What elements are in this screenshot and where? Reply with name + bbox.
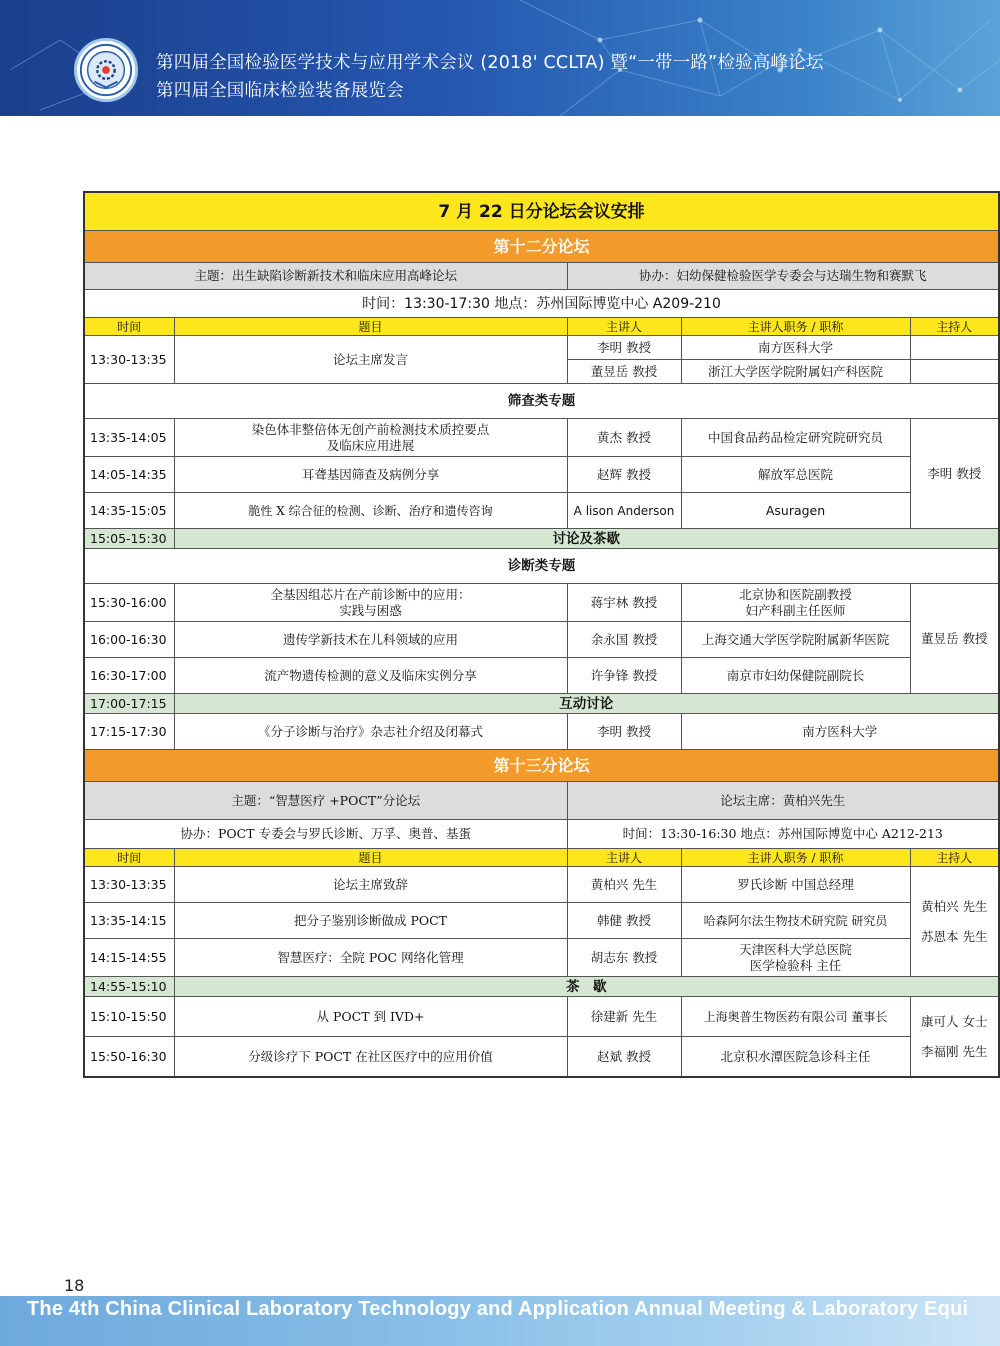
session-topic: 论坛主席发言 — [174, 336, 567, 384]
speaker-position: 南京市妇幼保健院副院长 — [681, 658, 910, 694]
col-header-topic: 题目 — [174, 318, 567, 336]
host-name: 黄柏兴 先生 — [921, 898, 988, 914]
col-header-time: 时间 — [84, 849, 174, 867]
speaker-position: 天津医科大学总医院 医学检验科 主任 — [681, 939, 910, 977]
schedule-title: 7 月 22 日分论坛会议安排 — [84, 192, 999, 231]
speaker-position: 上海交通大学医学院附属新华医院 — [681, 622, 910, 658]
session-time: 13:30-13:35 — [84, 867, 174, 903]
forum-12-time-place: 时间：13:30-17:30 地点：苏州国际博览中心 A209-210 — [84, 290, 999, 318]
forum-13-chair: 论坛主席：黄柏兴先生 — [567, 782, 999, 820]
speaker-name: 余永国 教授 — [567, 622, 681, 658]
speaker-name: 黄杰 教授 — [567, 419, 681, 457]
col-header-time: 时间 — [84, 318, 174, 336]
table-row — [84, 714, 999, 750]
table-row — [84, 997, 999, 1037]
session-hosts — [910, 997, 999, 1078]
page-header — [0, 0, 1000, 116]
forum-12-name: 第十二分论坛 — [84, 231, 999, 263]
speaker-position: Asuragen — [681, 493, 910, 529]
speaker-name: 韩健 教授 — [567, 903, 681, 939]
forum-13-time-place: 时间：13:30-16:30 地点：苏州国际博览中心 A212-213 — [567, 820, 999, 849]
speaker-name: 赵辉 教授 — [567, 457, 681, 493]
break-time: 14:55-15:10 — [84, 977, 174, 997]
session-host: 李明 教授 — [910, 419, 999, 529]
column-header-row — [84, 849, 999, 867]
break-time: 15:05-15:30 — [84, 529, 174, 549]
section-title: 诊断类专题 — [84, 549, 999, 584]
session-time: 14:15-14:55 — [84, 939, 174, 977]
session-topic: 从 POCT 到 IVD+ — [174, 997, 567, 1037]
break-row — [84, 529, 999, 549]
forum-13-cohost: 协办：POCT 专委会与罗氏诊断、万孚、奥普、基蛋 — [84, 820, 567, 849]
speaker-position: 北京积水潭医院急诊科主任 — [681, 1037, 910, 1078]
speaker-name: 徐建新 先生 — [567, 997, 681, 1037]
table-row — [84, 867, 999, 903]
footer-text: The 4th China Clinical Laboratory Technology and Application Annual Meeting & Laboratory Equi — [27, 1298, 969, 1320]
conference-emblem-icon — [74, 38, 138, 102]
section-title: 筛查类专题 — [84, 384, 999, 419]
col-header-host: 主持人 — [910, 849, 999, 867]
table-row — [84, 1037, 999, 1078]
session-time: 13:35-14:15 — [84, 903, 174, 939]
session-time: 16:00-16:30 — [84, 622, 174, 658]
speaker-position: 中国食品药品检定研究院研究员 — [681, 419, 910, 457]
session-hosts — [910, 867, 999, 977]
speaker-position: 北京协和医院副教授 妇产科副主任医师 — [681, 584, 910, 622]
forum-12-theme: 主题：出生缺陷诊断新技术和临床应用高峰论坛 — [84, 263, 567, 290]
table-row — [84, 658, 999, 694]
speaker-name: 李明 教授 — [567, 714, 681, 750]
session-topic: 脆性 X 综合征的检测、诊断、治疗和遗传咨询 — [174, 493, 567, 529]
speaker-position: 解放军总医院 — [681, 457, 910, 493]
session-topic: 分级诊疗下 POCT 在社区医疗中的应用价值 — [174, 1037, 567, 1078]
session-topic: 染色体非整倍体无创产前检测技术质控要点 及临床应用进展 — [174, 419, 567, 457]
speaker-name: 黄柏兴 先生 — [567, 867, 681, 903]
table-row — [84, 939, 999, 977]
speaker-position: 罗氏诊断 中国总经理 — [681, 867, 910, 903]
speaker-name: 董昱岳 教授 — [567, 360, 681, 384]
session-topic: 把分子鉴别诊断做成 POCT — [174, 903, 567, 939]
session-time: 15:10-15:50 — [84, 997, 174, 1037]
session-topic: 论坛主席致辞 — [174, 867, 567, 903]
speaker-position: 南方医科大学 — [681, 336, 910, 360]
host-empty-cell — [910, 336, 999, 360]
session-time: 17:15-17:30 — [84, 714, 174, 750]
speaker-name: 许争锋 教授 — [567, 658, 681, 694]
session-time: 16:30-17:00 — [84, 658, 174, 694]
table-row — [84, 336, 999, 360]
break-row — [84, 977, 999, 997]
table-row — [84, 622, 999, 658]
table-row — [84, 419, 999, 457]
session-topic: 遗传学新技术在儿科领域的应用 — [174, 622, 567, 658]
forum-13-name: 第十三分论坛 — [84, 750, 999, 782]
speaker-name: 蒋宇林 教授 — [567, 584, 681, 622]
speaker-position: 南方医科大学 — [681, 714, 999, 750]
break-label: 互动讨论 — [174, 694, 999, 714]
session-time: 13:35-14:05 — [84, 419, 174, 457]
forum-12-cohost: 协办：妇幼保健检验医学专委会与达瑞生物和赛默飞 — [567, 263, 999, 290]
col-header-speaker: 主讲人 — [567, 318, 681, 336]
break-row — [84, 694, 999, 714]
break-time: 17:00-17:15 — [84, 694, 174, 714]
exhibition-title: 第四届全国临床检验装备展览会 — [156, 81, 404, 101]
session-time: 14:35-15:05 — [84, 493, 174, 529]
col-header-topic: 题目 — [174, 849, 567, 867]
speaker-position: 浙江大学医学院附属妇产科医院 — [681, 360, 910, 384]
session-time: 13:30-13:35 — [84, 336, 174, 384]
host-empty-cell — [910, 360, 999, 384]
session-topic: 流产物遗传检测的意义及临床实例分享 — [174, 658, 567, 694]
session-topic: 《分子诊断与治疗》杂志社介绍及闭幕式 — [174, 714, 567, 750]
host-name: 李福刚 先生 — [921, 1043, 988, 1059]
session-time: 15:30-16:00 — [84, 584, 174, 622]
host-name: 苏恩本 先生 — [921, 928, 988, 944]
speaker-position: 上海奥普生物医药有限公司 董事长 — [681, 997, 910, 1037]
host-name: 康可人 女士 — [921, 1013, 988, 1029]
table-row — [84, 457, 999, 493]
break-label: 茶 歇 — [174, 977, 999, 997]
speaker-name: 赵斌 教授 — [567, 1037, 681, 1078]
speaker-position: 哈森阿尔法生物技术研究院 研究员 — [681, 903, 910, 939]
session-host: 董昱岳 教授 — [910, 584, 999, 694]
session-time: 15:50-16:30 — [84, 1037, 174, 1078]
page-footer — [0, 1296, 1000, 1346]
forum-13-theme: 主题：“智慧医疗 +POCT”分论坛 — [84, 782, 567, 820]
table-row — [84, 493, 999, 529]
col-header-position: 主讲人职务 / 职称 — [681, 849, 910, 867]
page-number: 18 — [64, 1276, 85, 1295]
table-row — [84, 903, 999, 939]
break-label: 讨论及茶歇 — [174, 529, 999, 549]
session-topic: 智慧医疗：全院 POC 网络化管理 — [174, 939, 567, 977]
forum-schedule-table — [83, 191, 1000, 1078]
col-header-host: 主持人 — [910, 318, 999, 336]
speaker-name: 胡志东 教授 — [567, 939, 681, 977]
col-header-position: 主讲人职务 / 职称 — [681, 318, 910, 336]
table-row — [84, 584, 999, 622]
col-header-speaker: 主讲人 — [567, 849, 681, 867]
column-header-row — [84, 318, 999, 336]
speaker-name: A lison Anderson — [567, 493, 681, 529]
session-topic: 耳聋基因筛查及病例分享 — [174, 457, 567, 493]
speaker-name: 李明 教授 — [567, 336, 681, 360]
conference-title: 第四届全国检验医学技术与应用学术会议 (2018' CCLTA) 暨“一带一路”检验高峰论坛 — [156, 53, 824, 73]
session-time: 14:05-14:35 — [84, 457, 174, 493]
session-topic: 全基因组芯片在产前诊断中的应用： 实践与困惑 — [174, 584, 567, 622]
